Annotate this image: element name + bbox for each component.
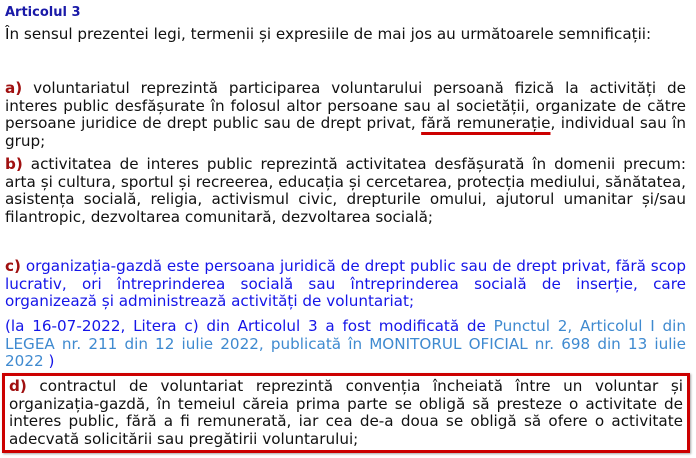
article-intro: În sensul prezentei legi, termenii și expresiile de mai jos au următoarele semnificații: (5, 25, 652, 43)
letter-b-text: activitatea de interes public reprezintă activitatea desfășurată în domenii precum: arta și cultura, sportul și recreerea, educația și cercetarea, protecția mediului, sănătatea, asistența socială, religia, activismul civic, drepturile omului, ajutorul umanitar și/sau filantropic, dezvoltarea comunitară, dezvoltarea socială; (5, 155, 686, 226)
letter-d-text: contractul de voluntariat reprezintă convenția încheiată între un voluntar și organizația-gazdă, în temeiul căreia prima parte se obligă să presteze o activitate de interes public, fără a fi remunerată, iar cea de-a doua se obligă să ofere o activitate adecvată solicitării sau pregătirii voluntarului; (9, 377, 683, 448)
article-title: Articolul 3 (5, 5, 81, 20)
letter-b-label: b) (5, 155, 23, 173)
letter-a-text: voluntariatul reprezintă participarea voluntarului persoană fizică la activități de interes public desfășurate în folosul altor persoane sau al societății, organizate de către persoane juridice de drept public sau de drept privat, (5, 79, 686, 132)
letter-c-label: c) (5, 257, 21, 275)
letter-d-highlight-box (2, 373, 690, 453)
letter-b (5, 156, 686, 226)
amendment-note (5, 318, 686, 371)
amendment-link[interactable]: Punctul 2, Articolul I din LEGEA nr. 211 din 12 iulie 2022, publicată în MONITORUL OFICIAL nr. 698 din 13 iulie 2022 (5, 317, 686, 370)
amendment-suffix: ) (43, 352, 55, 370)
letter-a-text-end: , individual sau în grup; (5, 114, 686, 150)
letter-d-label: d) (9, 377, 27, 395)
amendment-prefix: (la 16-07-2022, Litera c) din Articolul 3 a fost modificată de (5, 317, 494, 335)
letter-a-label: a) (5, 79, 23, 97)
letter-c (5, 258, 686, 311)
letter-a (5, 80, 686, 150)
underlined-phrase: fără remunerație (421, 114, 551, 132)
letter-c-text: organizația-gazdă este persoana juridică de drept public sau de drept privat, fără scop lucrativ, ori întreprinderea socială sau întreprinderea socială de inserție, care organizează și administrează activități de voluntariat; (5, 257, 686, 310)
